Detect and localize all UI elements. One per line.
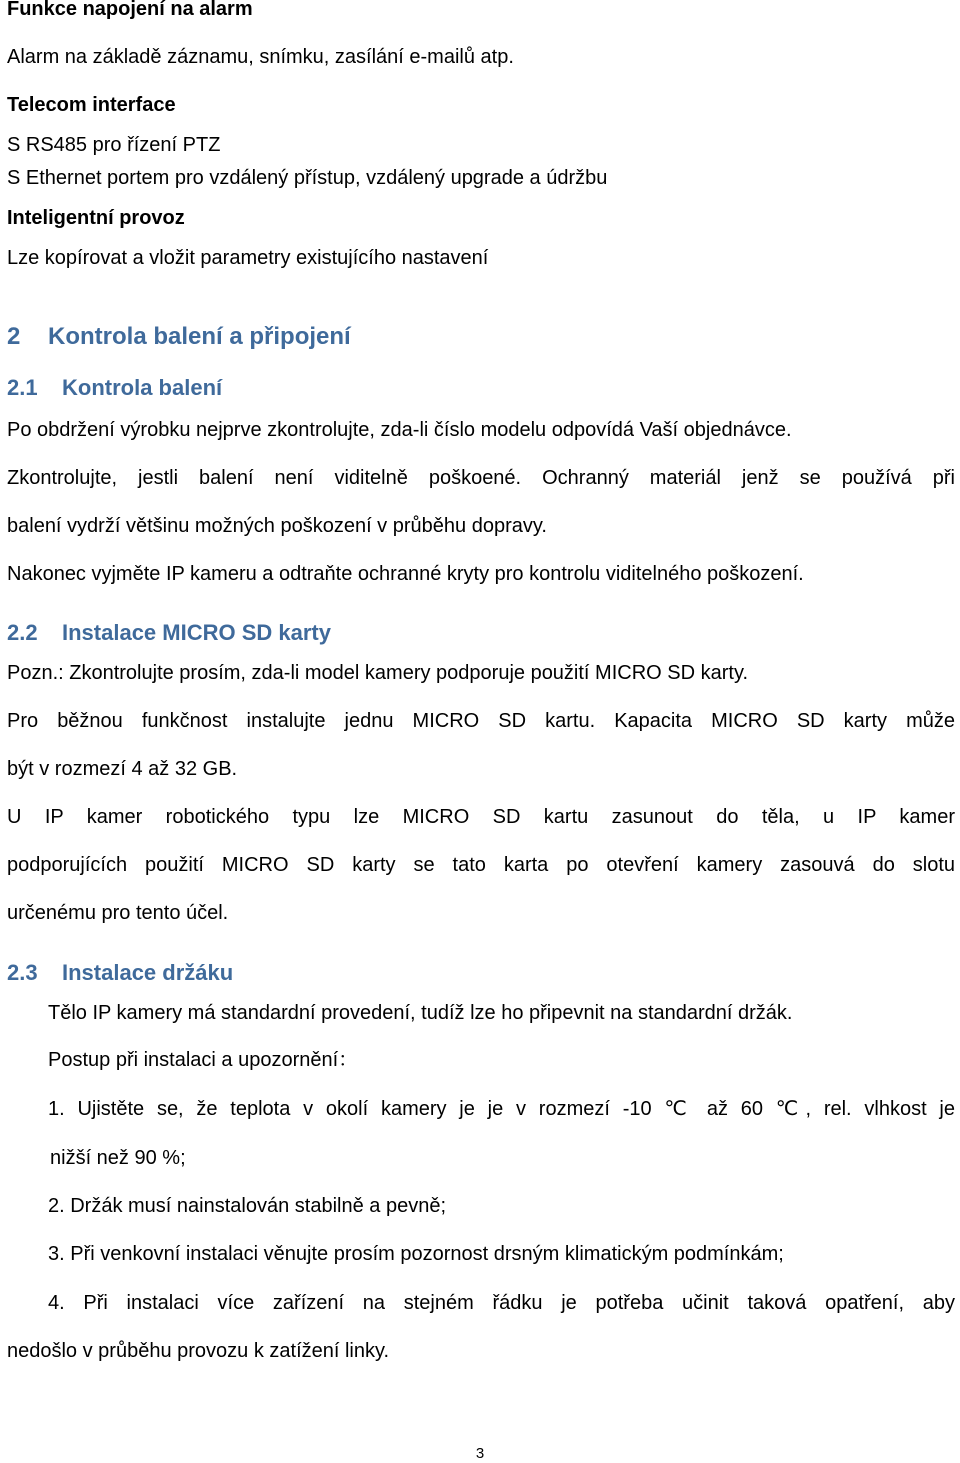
s21-line-4: Nakonec vyjměte IP kameru a odtraňte ochranné kryty pro kontrolu viditelného poškození. <box>7 563 804 585</box>
telecom-line-1: S RS485 pro řízení PTZ <box>7 134 221 156</box>
chapter-2-heading <box>7 323 351 351</box>
s22-p1-line-1: Pro běžnou funkčnost instalujte jednu MICRO SD kartu. Kapacita MICRO SD karty může <box>7 710 955 732</box>
section-2-3-title: Instalace držáku <box>62 960 234 985</box>
smart-text: Lze kopírovat a vložit parametry existujícího nastavení <box>7 247 489 269</box>
s22-p1-line-2: být v rozmezí 4 až 32 GB. <box>7 758 238 780</box>
s23-intro: Tělo IP kamery má standardní provedení, tudíž lze ho připevnit na standardní držák. <box>48 1002 793 1024</box>
s21-line-1: Po obdržení výrobku nejprve zkontrolujte, zda-li číslo modelu odpovídá Vaší objednávce. <box>7 419 792 441</box>
section-2-1-number: 2.1 <box>7 375 38 400</box>
s21-line-2: Zkontrolujte, jestli balení není viditelně poškoené. Ochranný materiál jenž se používá při <box>7 467 955 489</box>
s22-note: Pozn.: Zkontrolujte prosím, zda-li model kamery podporuje použití MICRO SD karty. <box>7 662 749 684</box>
s23-step-4-line-1: 4. Při instalaci více zařízení na stejném řádku je potřeba učinit taková opatření, aby <box>48 1292 955 1314</box>
s23-step-2: 2. Držák musí nainstalován stabilně a pevně; <box>48 1195 446 1217</box>
alarm-text: Alarm na základě záznamu, snímku, zasílání e-mailů atp. <box>7 46 514 68</box>
s23-steps-heading: Postup při instalaci a upozornění： <box>48 1049 359 1071</box>
section-2-2-number: 2.2 <box>7 620 38 645</box>
s23-step-1-line-1: 1. Ujistěte se, že teplota v okolí kamery je je v rozmezí -10 ℃ až 60 ℃, rel. vlhkost je <box>48 1098 955 1120</box>
alarm-heading: Funkce napojení na alarm <box>7 0 253 20</box>
s23-step-1-line-2: nižší než 90 %; <box>50 1147 186 1169</box>
s23-step-3: 3. Při venkovní instalaci věnujte prosím pozornost drsným klimatickým podmínkám; <box>48 1243 784 1265</box>
section-2-2-title: Instalace MICRO SD karty <box>62 620 331 645</box>
s22-p2-line-2: podporujících použití MICRO SD karty se tato karta po otevření kamery zasouvá do slotu <box>7 854 955 876</box>
section-2-2-heading <box>7 620 331 646</box>
chapter-2-title: Kontrola balení a připojení <box>48 323 351 350</box>
s22-p2-line-3: určenému pro tento účel. <box>7 902 229 924</box>
page-number: 3 <box>475 1445 485 1462</box>
chapter-2-number: 2 <box>7 323 21 350</box>
smart-heading: Inteligentní provoz <box>7 207 185 229</box>
section-2-3-heading <box>7 960 233 986</box>
section-2-1-title: Kontrola balení <box>62 375 223 400</box>
s22-p2-line-1: U IP kamer robotického typu lze MICRO SD kartu zasunout do těla, u IP kamer <box>7 806 955 828</box>
s21-line-3: balení vydrží většinu možných poškození v průběhu dopravy. <box>7 515 547 537</box>
telecom-heading: Telecom interface <box>7 94 176 116</box>
s23-step-4-line-2: nedošlo v průběhu provozu k zatížení linky. <box>7 1340 390 1362</box>
telecom-line-2: S Ethernet portem pro vzdálený přístup, vzdálený upgrade a údržbu <box>7 167 608 189</box>
section-2-1-heading <box>7 375 222 401</box>
section-2-3-number: 2.3 <box>7 960 38 985</box>
